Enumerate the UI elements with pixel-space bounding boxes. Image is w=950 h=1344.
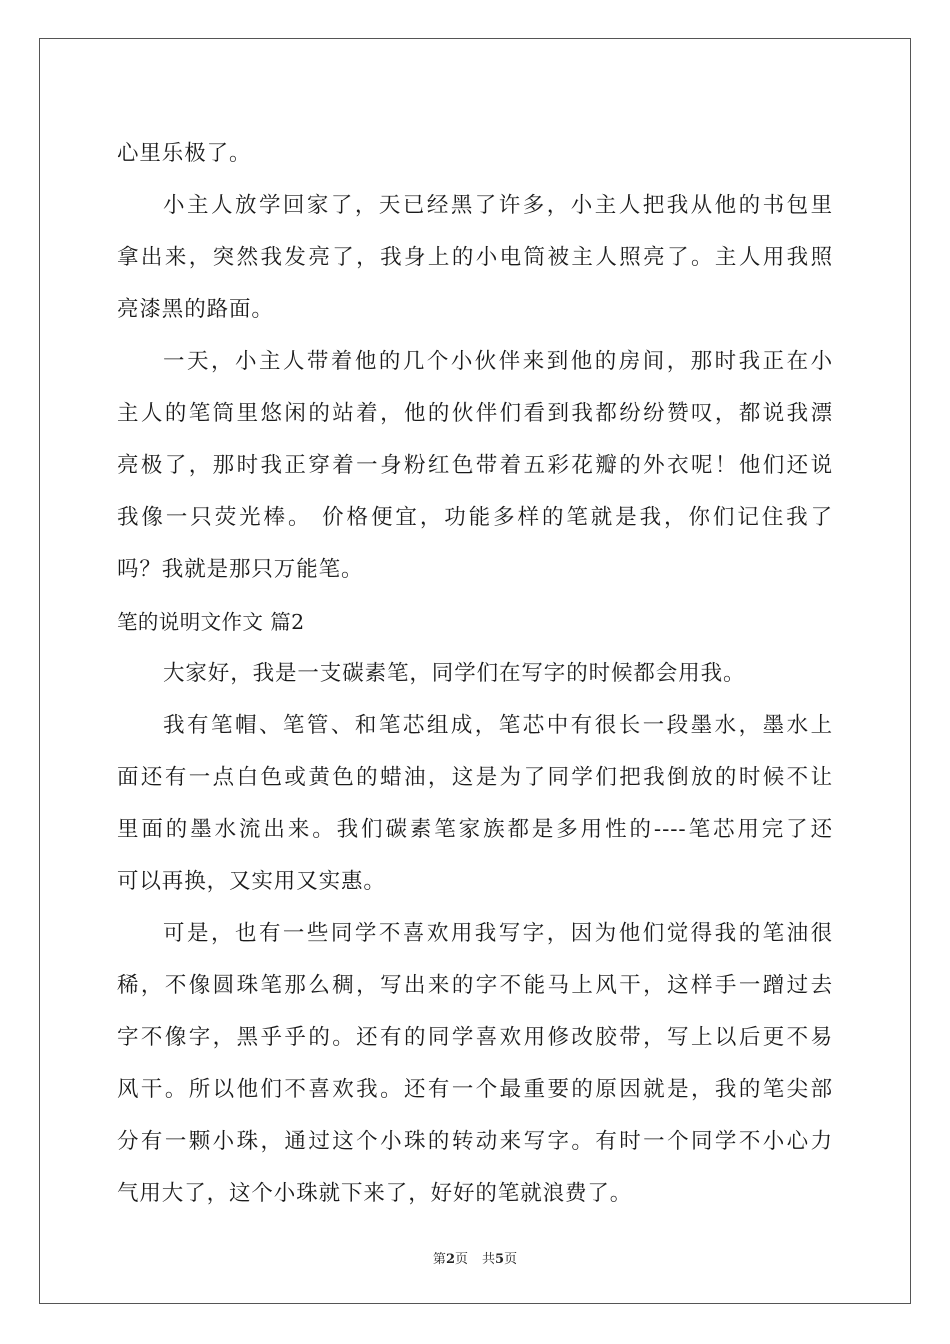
text-line: 分有一颗小珠，通过这个小珠的转动来写字。有时一个同学不小心力: [117, 1129, 833, 1154]
text-line: 可是，也有一些同学不喜欢用我写字，因为他们觉得我的笔油很: [163, 921, 833, 946]
text-line: 面还有一点白色或黄色的蜡油，这是为了同学们把我倒放的时候不让: [117, 765, 833, 790]
text-line: 我有笔帽、笔管、和笔芯组成，笔芯中有很长一段墨水，墨水上: [163, 713, 833, 738]
text-line: 稀，不像圆珠笔那么稠，写出来的字不能马上风干，这样手一蹭过去: [117, 973, 833, 998]
total-page-count: 5: [495, 1252, 505, 1267]
page-indicator: 第2页: [432, 1252, 468, 1267]
text-line: 亮极了，那时我正穿着一身粉红色带着五彩花瓣的外衣呢！他们还说: [117, 453, 833, 478]
total-pages-indicator: 共5页: [482, 1252, 518, 1267]
text-line: 可以再换，又实用又实惠。: [117, 869, 386, 894]
text-line: 心里乐极了。: [117, 141, 252, 166]
current-page-number: 2: [445, 1252, 455, 1267]
text-line: 拿出来，突然我发亮了，我身上的小电筒被主人照亮了。主人用我照: [117, 245, 833, 270]
text-line: 里面的墨水流出来。我们碳素笔家族都是多用性的----笔芯用完了还: [117, 817, 833, 842]
text-line: 一天，小主人带着他的几个小伙伴来到他的房间，那时我正在小: [163, 349, 833, 374]
text-line: 字不像字，黑乎乎的。还有的同学喜欢用修改胶带，写上以后更不易: [117, 1025, 833, 1050]
text-line: 小主人放学回家了，天已经黑了许多，小主人把我从他的书包里: [163, 193, 833, 218]
text-line: 亮漆黑的路面。: [117, 297, 274, 322]
text-line: 吗？我就是那只万能笔。: [117, 557, 364, 582]
text-line: 气用大了，这个小珠就下来了，好好的笔就浪费了。: [117, 1181, 633, 1206]
text-line: 我像一只荧光棒。 价格便宜，功能多样的笔就是我，你们记住我了: [117, 505, 833, 530]
text-line: 主人的笔筒里悠闲的站着，他的伙伴们看到我都纷纷赞叹，都说我漂: [117, 401, 833, 426]
page-footer: [0, 1248, 950, 1267]
document-body: [117, 128, 833, 1220]
text-line: 风干。所以他们不喜欢我。还有一个最重要的原因就是，我的笔尖部: [117, 1077, 833, 1102]
section-heading: 笔的说明文作文 篇2: [117, 610, 305, 634]
text-line: 大家好，我是一支碳素笔，同学们在写字的时候都会用我。: [163, 661, 746, 686]
